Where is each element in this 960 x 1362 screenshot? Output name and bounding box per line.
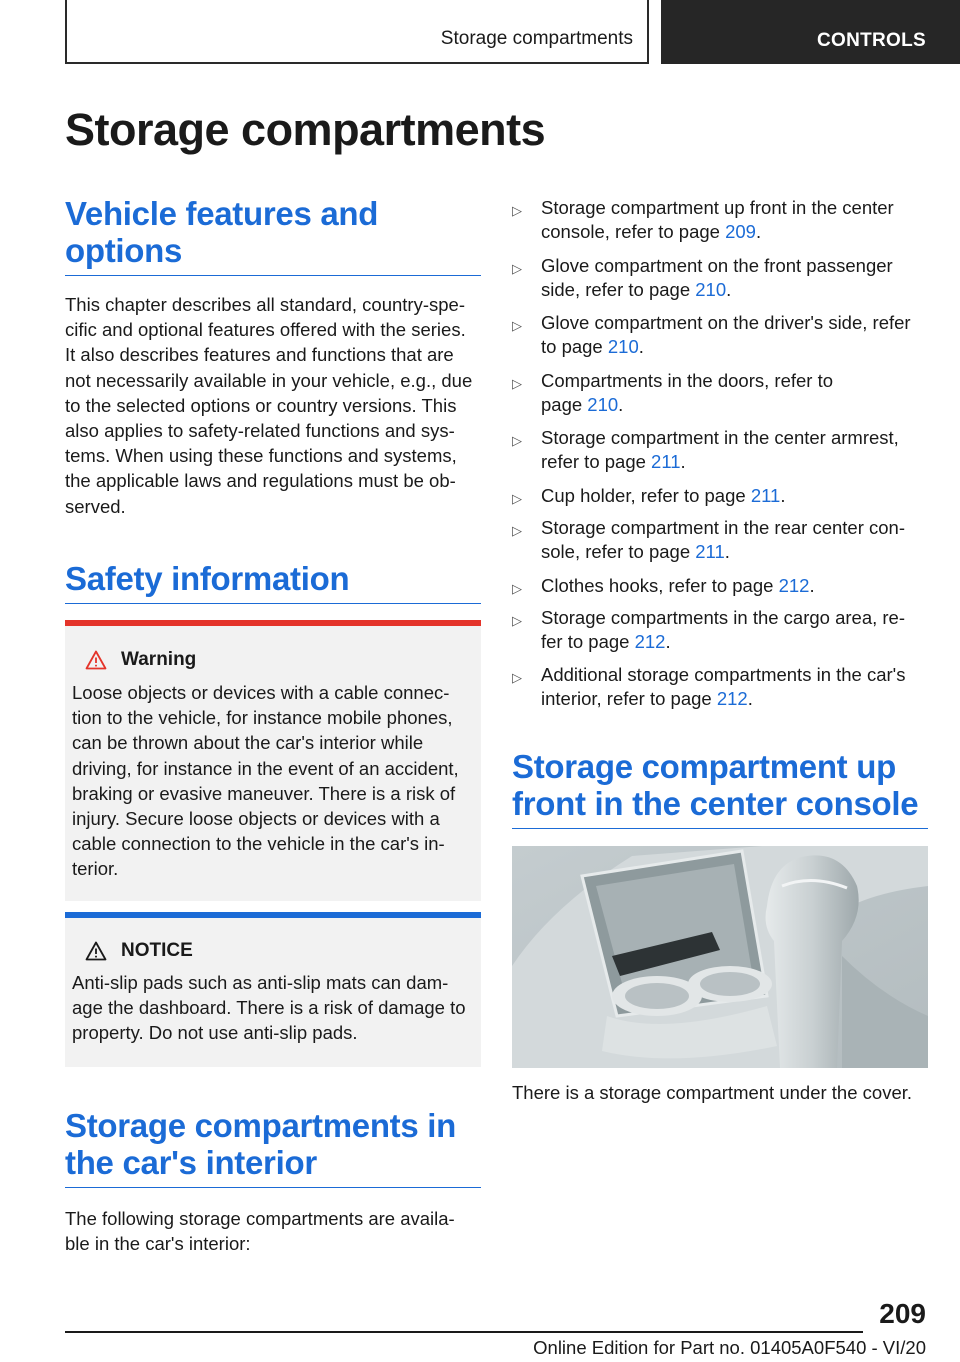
triangle-bullet-icon: ▷	[512, 203, 522, 218]
notice-line: age the dashboard. There is a risk of damage to	[72, 997, 466, 1019]
console-caption: There is a storage compartment under the cover.	[512, 1082, 913, 1103]
warning-text	[72, 680, 478, 882]
list-item	[512, 369, 928, 417]
list-item-line: Storage compartment in the center armrest,	[541, 427, 899, 449]
triangle-bullet-icon: ▷	[512, 523, 522, 538]
features-paragraph	[65, 292, 483, 519]
notice-header	[85, 940, 193, 962]
list-item-line: side, refer to page 210.	[541, 278, 732, 300]
notice-triangle-icon	[85, 941, 107, 961]
warning-line: can be thrown about the car's interior while	[72, 732, 424, 754]
warning-header	[85, 649, 196, 671]
features-line: tems. When using these functions and systems,	[65, 445, 457, 467]
page-reference-link[interactable]: 211	[750, 485, 781, 506]
list-item	[512, 606, 928, 654]
interior-heading-line1: Storage compartments in	[65, 1107, 457, 1144]
notice-box	[65, 912, 481, 1067]
list-item-line: Additional storage compartments in the car's	[541, 664, 906, 686]
interior-paragraph	[65, 1206, 483, 1256]
list-item-line: Storage compartment in the rear center con-	[541, 517, 906, 538]
list-item-line: refer to page 211.	[541, 451, 686, 473]
interior-line: The following storage compartments are availa-	[65, 1208, 455, 1229]
page-reference-link[interactable]: 211	[651, 451, 681, 473]
page-reference-link[interactable]: 212	[778, 574, 810, 596]
header-chapter-title: CONTROLS	[816, 30, 926, 51]
list-item-line: console, refer to page 209.	[541, 221, 762, 242]
list-item	[512, 484, 928, 508]
list-item	[512, 254, 928, 302]
list-item	[512, 196, 928, 244]
warning-line: tion to the vehicle, for instance mobile phones,	[72, 707, 453, 729]
list-item-line: sole, refer to page 211.	[541, 541, 730, 562]
list-item-line: Glove compartment on the front passenger	[541, 254, 893, 276]
warning-triangle-icon	[85, 650, 107, 670]
features-heading	[65, 195, 481, 276]
features-line: served.	[65, 495, 126, 517]
page-title: Storage compartments	[65, 104, 546, 155]
header-chapter-tab	[661, 0, 960, 64]
center-console-photo	[512, 846, 928, 1068]
console-heading-line1: Storage compartment up	[512, 748, 896, 785]
notice-label: NOTICE	[121, 940, 193, 961]
list-item-line: page 210.	[541, 393, 624, 415]
warning-box	[65, 620, 481, 901]
warning-line: Loose objects or devices with a cable connec-	[72, 682, 450, 703]
header-section-tab	[65, 0, 649, 64]
footer-edition: Online Edition for Part no. 01405A0F540 - VI/20	[533, 1337, 926, 1358]
features-line: It also describes features and functions that are	[65, 344, 454, 366]
page-reference-link[interactable]: 210	[587, 393, 619, 415]
triangle-bullet-icon: ▷	[512, 491, 522, 506]
list-item	[512, 426, 928, 474]
safety-heading: Safety information	[65, 560, 481, 604]
features-line: not necessarily available in your vehicle, e.g., due	[65, 369, 473, 391]
list-item-line: Cup holder, refer to page 211.	[541, 485, 786, 506]
warning-line: injury. Secure loose objects or devices with a	[72, 808, 440, 830]
triangle-bullet-icon: ▷	[512, 612, 522, 628]
list-item-line: Storage compartments in the cargo area, re-	[541, 606, 906, 628]
console-heading-line2: front in the center console	[512, 785, 919, 822]
features-heading-line1: Vehicle features and	[65, 195, 379, 232]
list-item	[512, 311, 928, 359]
footer-rule	[65, 1331, 863, 1333]
triangle-bullet-icon: ▷	[512, 433, 522, 449]
list-item	[512, 516, 928, 564]
console-heading	[512, 748, 928, 829]
page-reference-link[interactable]: 209	[725, 221, 756, 242]
page-reference-link[interactable]: 210	[607, 336, 639, 358]
interior-heading	[65, 1107, 481, 1188]
list-item-line: Glove compartment on the driver's side, refer	[541, 312, 911, 334]
warning-line: braking or evasive maneuver. There is a risk of	[72, 782, 456, 804]
interior-heading-line2: the car's interior	[65, 1144, 317, 1181]
page-reference-link[interactable]: 211	[695, 541, 725, 562]
notice-line: property. Do not use anti-slip pads.	[72, 1022, 358, 1044]
list-item-line: to page 210.	[541, 336, 644, 358]
header-section-title: Storage compartments	[440, 28, 633, 49]
warning-line: terior.	[72, 858, 119, 880]
list-item	[512, 574, 928, 598]
list-item-line: Compartments in the doors, refer to	[541, 369, 834, 391]
list-item-line: interior, refer to page 212.	[541, 688, 753, 710]
triangle-bullet-icon: ▷	[512, 318, 522, 334]
triangle-bullet-icon: ▷	[512, 375, 522, 391]
features-line: cific and optional features offered with the series.	[65, 319, 466, 341]
warning-label: Warning	[121, 649, 197, 670]
features-line: also applies to safety-related functions and sys-	[65, 420, 455, 442]
page-reference-link[interactable]: 210	[695, 278, 727, 300]
features-line: to the selected options or country versions. This	[65, 394, 457, 416]
notice-line: Anti-slip pads such as anti-slip mats can dam-	[72, 972, 449, 993]
features-heading-line2: options	[65, 232, 183, 269]
list-item-line: fer to page 212.	[541, 630, 671, 652]
center-console-illustration	[512, 846, 928, 1068]
warning-line: driving, for instance in the event of an accident,	[72, 757, 459, 779]
list-item-line: Clothes hooks, refer to page 212.	[541, 574, 815, 596]
warning-bar	[65, 620, 481, 626]
page-number: 209	[879, 1298, 926, 1329]
list-item-line: Storage compartment up front in the center	[541, 197, 894, 218]
notice-text	[72, 970, 478, 1046]
triangle-bullet-icon: ▷	[512, 260, 522, 276]
page-reference-link[interactable]: 212	[716, 688, 748, 710]
features-line: This chapter describes all standard, country-spe-	[65, 294, 465, 315]
notice-bar	[65, 912, 481, 918]
warning-line: cable connection to the vehicle in the car's in-	[72, 833, 445, 855]
features-line: the applicable laws and regulations must be ob-	[65, 470, 456, 492]
triangle-bullet-icon: ▷	[512, 580, 522, 596]
page-reference-link[interactable]: 212	[634, 630, 666, 652]
list-item	[512, 663, 928, 711]
triangle-bullet-icon: ▷	[512, 670, 522, 686]
interior-line: ble in the car's interior:	[65, 1233, 251, 1255]
